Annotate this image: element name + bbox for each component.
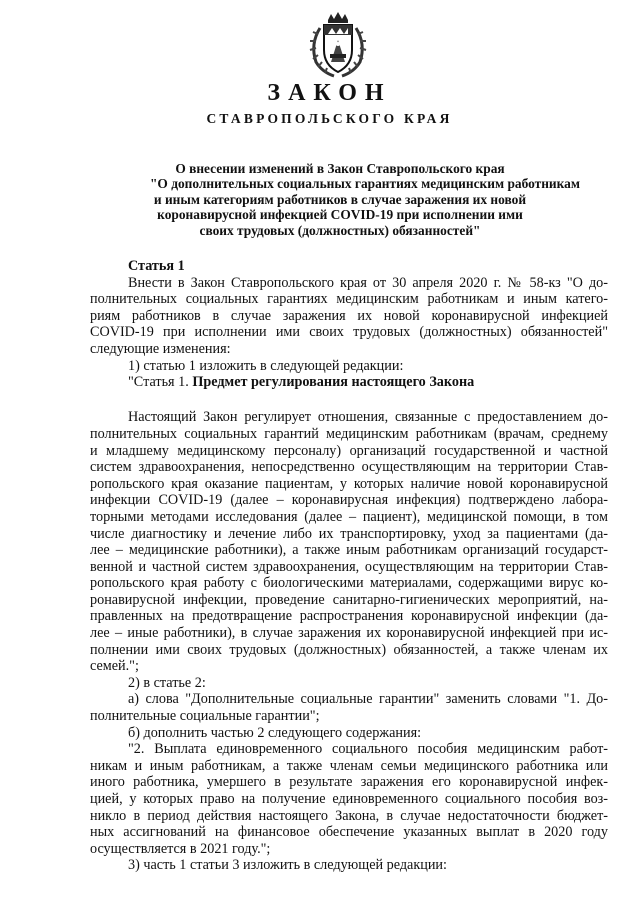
- regulation-line: систем здравоохранения, непосредственно осуществляющим на территории Став-: [90, 459, 608, 476]
- quoted-article-heading: [90, 374, 608, 391]
- intro-line: риям работников в случае заражения их новой коронавирусной инфекцией: [90, 307, 608, 324]
- intro-line: COVID-19 при исполнении ими своих трудовых (должностных) обязанностей": [90, 324, 608, 341]
- regulation-line: семей.";: [90, 658, 139, 675]
- quoted-article-title: Предмет регулирования настоящего Закона: [192, 374, 475, 391]
- part2-line: никам и иным работникам, а также членам семьи медицинского работника или: [90, 757, 608, 774]
- amendment-item-2a: а) слова "Дополнительные социальные гарантии" заменить словами "1. До-: [128, 691, 608, 708]
- blank-line: [90, 391, 608, 408]
- part2-line: ных ассигнований на финансовое обеспечение указанных выплат в 2020 году: [90, 824, 608, 841]
- amendment-item-3: 3) часть 1 статьи 3 изложить в следующей редакции:: [128, 857, 447, 874]
- amendment-item-2: 2) в статье 2:: [128, 674, 206, 691]
- amendment-title: [150, 161, 580, 238]
- amendment-item-2b: б) дополнить частью 2 следующего содержания:: [128, 724, 422, 741]
- regulation-line: ронавирусной инфекции, проведение санитарно-гигиенических мероприятий, на-: [90, 591, 608, 608]
- intro-line: следующие изменения:: [90, 340, 231, 357]
- regulation-line: Настоящий Закон регулирует отношения, связанные с предоставлением до-: [128, 409, 608, 426]
- amendment-title-line: коронавирусной инфекцией COVID-19 при исполнении ими: [157, 207, 523, 223]
- regulation-line: торными методами исследования (далее – пациент), медицинской помощи, в том: [90, 508, 608, 525]
- part2-line: "2. Выплата единовременного социального пособия медицинским работ-: [128, 741, 608, 758]
- regulation-line: и младшему медицинскому персоналу) организаций государственной и частной: [90, 442, 608, 459]
- amendment-item-1: 1) статью 1 изложить в следующей редакции:: [128, 357, 404, 374]
- regulation-line: числе диагностику и лечение либо их транспортировку, уход за пациентами (да-: [90, 525, 608, 542]
- regulation-line: правленных на предотвращение распространения коронавирусной инфекции (да-: [90, 608, 608, 625]
- intro-line: Внести в Закон Ставропольского края от 30 апреля 2020 г. № 58-кз "О до-: [128, 274, 608, 291]
- regulation-line: полнительных социальных гарантий медицинским работникам (врачам, среднему: [90, 425, 608, 442]
- regulation-line: ропольского края оказание пациентам, у которых наличие новой коронавирусной: [90, 475, 608, 492]
- quoted-article-prefix: "Статья 1.: [128, 374, 193, 391]
- amendment-title-line: своих трудовых (должностных) обязанностей": [199, 222, 481, 238]
- part2-line: осуществляется в 2021 году.";: [90, 840, 271, 857]
- amendment-title-line: и иным категориям работников в случае заражения их новой: [153, 191, 527, 207]
- amendment-item-2a: полнительные социальные гарантии";: [90, 708, 320, 725]
- regulation-line: лее – медицинские работники), а также иным работникам организаций государст-: [90, 542, 608, 559]
- regulation-line: полнении ими своих трудовых (должностных) обязанностей, а также членам их: [90, 641, 608, 658]
- regulation-line: венной и частной систем здравоохранения, осуществляющим на территории Став-: [90, 558, 608, 575]
- part2-line: никло в период действия настоящего Закона, в случае недостаточности бюджет-: [90, 807, 608, 824]
- part2-line: иного работника, умершего в результате заражения его коронавирусной инфек-: [90, 774, 608, 791]
- law-title: ЗАКОН: [267, 80, 392, 106]
- amendment-title-line: "О дополнительных социальных гарантиях медицинским работникам: [150, 176, 580, 192]
- part2-line: цией, у которых право на получение единовременного социального пособия воз-: [90, 791, 608, 807]
- coat-of-arms-icon: [300, 10, 376, 80]
- regulation-line: инфекции COVID-19 (далее – коронавирусная инфекция) подтверждено лабора-: [90, 492, 608, 509]
- article-heading: Статья 1: [128, 258, 185, 274]
- regulation-line: ропольского края работу с биологическими материалами, содержащими вирус ко-: [90, 575, 608, 592]
- regulation-line: лее – иные работники), в случае заражения их коронавирусной инфекцией при ис-: [90, 625, 608, 642]
- intro-line: полнительных социальных гарантиях медицинским работникам и иным катего-: [90, 291, 608, 308]
- amendment-title-line: О внесении изменений в Закон Ставропольского края: [175, 161, 505, 176]
- law-region: СТАВРОПОЛЬСКОГО КРАЯ: [206, 111, 453, 126]
- document-body: [90, 258, 608, 874]
